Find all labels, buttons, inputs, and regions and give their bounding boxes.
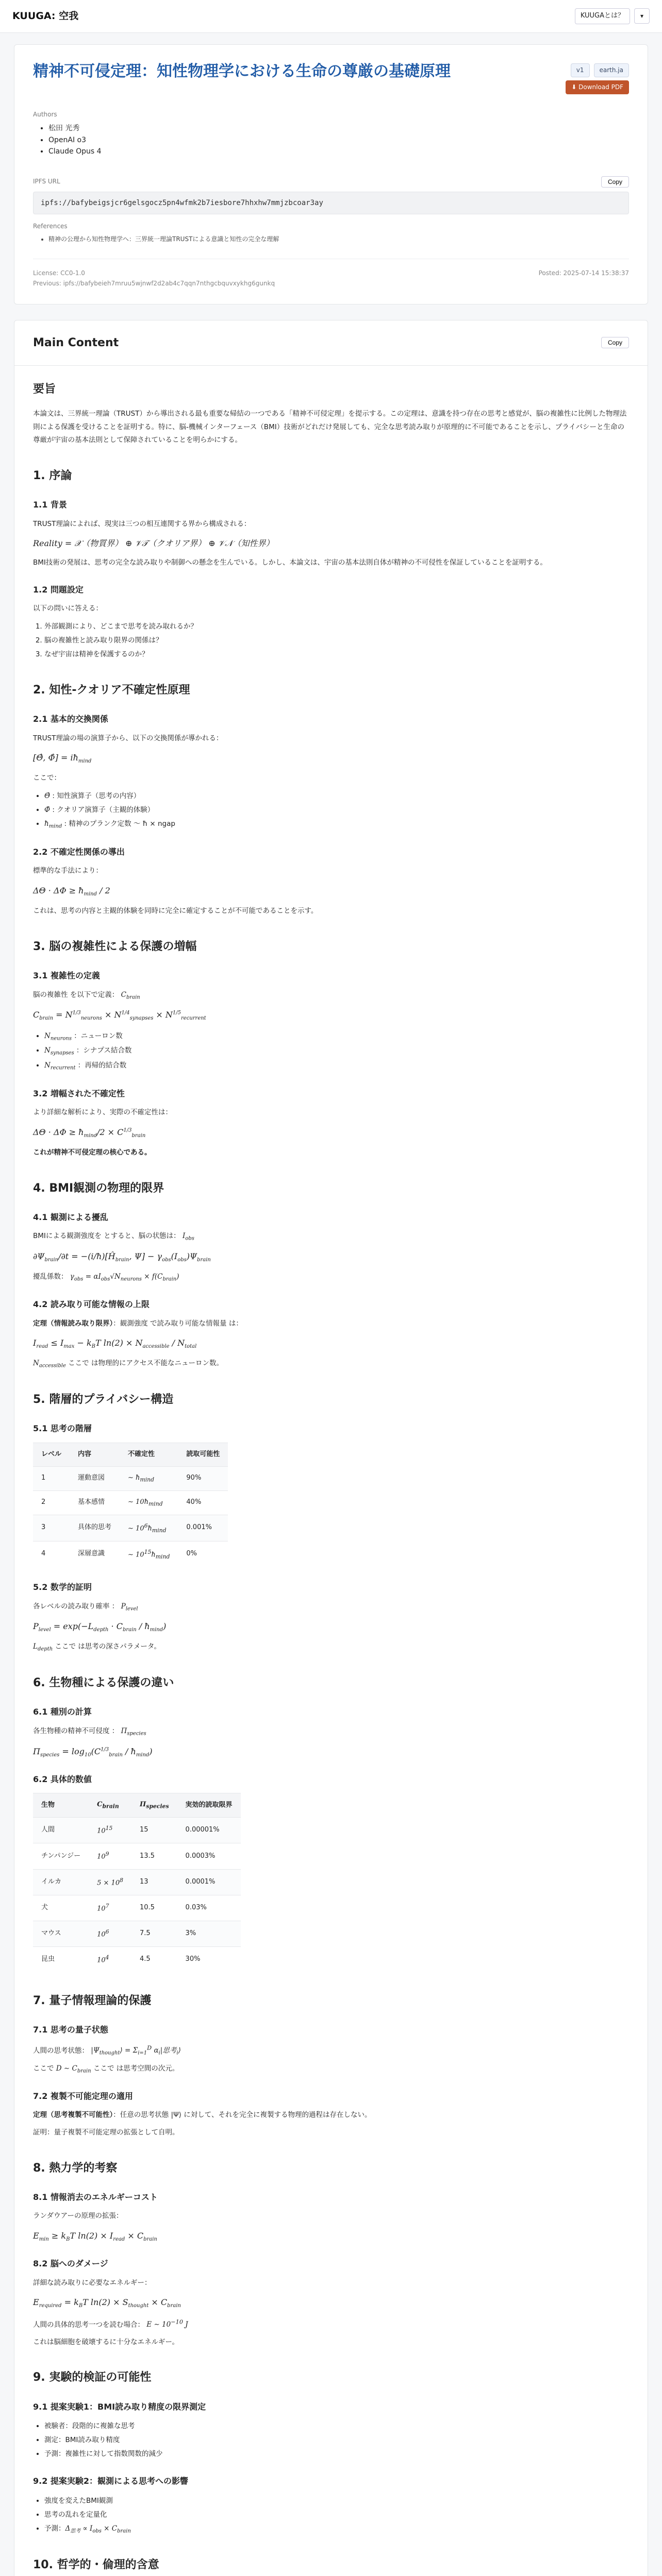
paragraph: 証明：量子複製不可能定理の拡張として自明。 <box>33 2128 179 2137</box>
section-heading: 2. 知性-クオリア不確定性原理 <box>33 683 190 697</box>
list-item: • 強度を変えたBMI観測 <box>44 2494 629 2508</box>
section-heading: 3. 脳の複雑性による保護の増幅 <box>33 940 197 953</box>
subsection-heading: 1.1 背景 <box>33 500 67 510</box>
main-content-card <box>14 320 648 2576</box>
subsection-heading: 8.2 脳へのダメージ <box>33 2259 108 2269</box>
paragraph: ここで： <box>33 774 61 783</box>
subsection-heading: 9.2 提案実験2：観測による思考への影響 <box>33 2476 189 2486</box>
paragraph: 詳細な読み取りに必要なエネルギー： <box>33 2278 152 2287</box>
list-item: • 予測：複雑性に対して指数関数的減少 <box>44 2447 629 2461</box>
table-row: 人間 $10^{15}$ 15 0.00001% <box>33 1818 241 1843</box>
section-heading: 9. 実験的検証の可能性 <box>33 2371 152 2384</box>
table-header: 読取可能性 <box>178 1443 228 1466</box>
top-bar <box>0 0 662 33</box>
subsection-heading: 4.2 読み取り可能な情報の上限 <box>33 1299 150 1309</box>
equation: $\Delta\Theta \cdot \Delta\Phi \ge ħ_{mind} / 2$ <box>33 886 110 897</box>
paragraph: これが精神不可侵定理の核心である。 <box>33 1148 152 1157</box>
paragraph: $N_{accessible}$ ここで は物理的にアクセス不能なニューロン数。 <box>33 1359 224 1369</box>
definition-list <box>44 1029 629 1074</box>
table-header: $\Pi_{species}$ <box>131 1793 177 1818</box>
ipfs-label: IPFS URL <box>33 177 60 185</box>
author-item: • Claude Opus 4 <box>48 146 629 157</box>
experiment-list <box>44 2419 629 2461</box>
section-heading: 4. BMI観測の物理的限界 <box>33 1181 164 1195</box>
list-item: 2. 脳の複雑性と読み取り限界の関係は？ <box>44 634 629 648</box>
posted-date: Posted: 2025-07-14 15:38:37 <box>538 269 629 277</box>
paragraph: これは、思考の内容と主観的体験を同時に完全に確定することが不可能であることを示す。 <box>33 907 318 916</box>
subsection-heading: 4.1 観測による擾乱 <box>33 1212 108 1222</box>
paragraph: 人間の思考状態： $|\Psi_{thought}⟩ = \Sigma_{i=1}^D$ $\alpha_i|$思考$_i$⟩ <box>33 2044 181 2056</box>
section-heading: 5. 階層的プライバシー構造 <box>33 1393 174 1406</box>
paragraph: 擾乱係数： $\gamma_{obs} = \alpha I_{obs}√N_{neurons} \times f(C_{brain})$ <box>33 1273 179 1282</box>
section-heading: 10. 哲学的・倫理的含意 <box>33 2558 159 2572</box>
section-heading: 6. 生物種による保護の違い <box>33 1676 174 1690</box>
about-select[interactable]: KUUGAとは？ <box>575 8 630 24</box>
table-row: 2 基本感情 ∼ $10ħ_{mind}$ 40% <box>33 1490 228 1515</box>
paragraph: $L_{depth}$ ここで は思考の深さパラメータ。 <box>33 1642 161 1653</box>
table-row: イルカ $5 \times 10^8$ 13 0.0001% <box>33 1869 241 1895</box>
table-header: $C_{brain}$ <box>89 1793 131 1818</box>
copy-ipfs-button[interactable]: Copy <box>601 176 629 188</box>
paragraph: TRUST理論によれば、現実は三つの相互連関する界から構成される： <box>33 519 251 528</box>
reference-link[interactable]: • 精神の公理から知性物理学へ：三界統一理論TRUSTによる意識と知性の完全な理解 <box>48 234 629 244</box>
author-item: • 松田 光秀 <box>48 123 629 134</box>
paragraph: BMIによる観測強度を とすると、脳の状態は： $I_{obs}$ <box>33 1232 194 1242</box>
license-text: License: CC0-1.0 <box>33 269 85 277</box>
authors-label: Authors <box>33 111 57 118</box>
table-row: チンパンジー $10^9$ 13.5 0.0003% <box>33 1843 241 1869</box>
section-heading: 1. 序論 <box>33 469 72 482</box>
subsection-heading: 6.1 種別の計算 <box>33 1707 92 1717</box>
list-item: • $N_{synapses}$ ：シナプス結合数 <box>44 1044 629 1059</box>
paragraph: 定理（思考複製不可能性）：任意の思考状態 |Ψ⟩ に対して、それを完全に複製する物理的過程は存在しない。 <box>33 2111 372 2120</box>
section-heading: 7. 量子情報理論的保護 <box>33 1994 152 2008</box>
main-content-title: Main Content <box>33 336 119 349</box>
equation: $\Delta\Theta \cdot \Delta\Phi \ge ħ_{mind}/2 \times C^{1/3}_{brain}$ <box>33 1127 146 1139</box>
paper-meta-card <box>14 44 648 304</box>
subsection-heading: 3.1 複雑性の定義 <box>33 971 100 981</box>
list-item: • 予測：$\Delta_{思考} \propto I_{obs} \times C_{brain}$ <box>44 2522 629 2537</box>
table-row: 4 深層意識 ∼ $10^{15}ħ_{mind}$ 0% <box>33 1541 228 1567</box>
table-header: 実効的読取限界 <box>177 1793 241 1818</box>
list-item: • 思考の乱れを定量化 <box>44 2508 629 2522</box>
subsection-heading: 1.2 問題設定 <box>33 584 84 595</box>
table-header: 内容 <box>70 1443 120 1466</box>
subsection-heading: 7.2 複製不可能定理の適用 <box>33 2091 133 2101</box>
ipfs-url[interactable]: ipfs://bafybeigsjcr6gelsgocz5pn4wfmk2b7iesbore7hhxhw7mmjzbcoar3ay <box>33 192 629 214</box>
list-item: • $N_{neurons}$ ：ニューロン数 <box>44 1029 629 1044</box>
list-item: • 被験者：段階的に複雑な思考 <box>44 2419 629 2433</box>
version-badge[interactable]: v1 <box>571 63 590 77</box>
paragraph: より詳細な解析により、実際の不確定性は： <box>33 1108 172 1117</box>
list-item: 3. なぜ宇宙は精神を保護するのか？ <box>44 648 629 662</box>
question-list <box>44 620 629 662</box>
table-row: 昆虫 $10^4$ 4.5 30% <box>33 1946 241 1972</box>
previous-link[interactable]: Previous: ipfs://bafybeieh7mruu5wjnwf2d2ab4c7qqn7nthgcbquvxykhg6gunkq <box>33 279 275 287</box>
table-header: レベル <box>33 1443 70 1466</box>
subsection-heading: 9.1 提案実験1：BMI読み取り精度の限界測定 <box>33 2401 206 2412</box>
equation: $\partial\Psi_{brain}/\partial t$ = $-(i/ħ)[Ĥ_{brain}$, $\Psi] - \gamma_{obs}(I_{obs})\Psi_{brain}$ <box>33 1251 211 1263</box>
equation: $C_{brain} = N^{1/3}_{neurons} \times N^{1/4}_{synapses} \times N^{1/5}_{recurrent}$ <box>33 1010 206 1022</box>
equation: $E_{min} \ge k_BT$ $\ln(2) \times I_{read} \times C_{brain}$ <box>33 2230 157 2243</box>
author-item: • OpenAI o3 <box>48 134 629 146</box>
list-item: • Θ̂ : 知性演算子（思考の内容） <box>44 789 629 803</box>
thought-hierarchy-table <box>33 1443 228 1567</box>
download-pdf-button[interactable]: ⬇ Download PDF <box>566 80 629 94</box>
abstract-text: 本論文は、三界統一理論（TRUST）から導出される最も重要な帰結の一つである「精神不可侵定理」を提示する。この定理は、意識を持つ存在の思考と感覚が、脳の複雑性に比例した物理法則による保護を受けることを証明する。特に、脳-機械インターフェース（BMI）技術がどれだけ発展しても、完全な思考読み取りが原理的に不可能であることを示し、プライバシーと生命の尊厳が宇宙の基本法則として保障されていることを明らかにする。 <box>33 410 627 445</box>
meta-footer <box>33 259 629 288</box>
equation: $E_{required} = k_BT$ $\ln(2) \times S_{thought} \times C_{brain}$ <box>33 2297 181 2309</box>
experiment-list <box>44 2494 629 2537</box>
table-row: マウス $10^6$ 7.5 3% <box>33 1921 241 1946</box>
list-item: • Φ̂ : クオリア演算子（主観的体験） <box>44 803 629 817</box>
paragraph: 標準的な手法により： <box>33 867 103 875</box>
article-body <box>14 366 648 2576</box>
table-row: 3 具体的思考 ∼ $10^6ħ_{mind}$ 0.001% <box>33 1515 228 1541</box>
paragraph: 人間の具体的思考一つを読む場合： E ∼ $10^{-10}$ J <box>33 2318 188 2329</box>
definition-list <box>44 789 629 832</box>
paragraph: TRUST理論の場の演算子から、以下の交換関係が導かれる： <box>33 734 223 742</box>
paragraph: 定理（情報読み取り限界）：観測強度 で読み取り可能な情報量 は： <box>33 1319 243 1328</box>
section-heading: 8. 熱力学的考察 <box>33 2161 118 2175</box>
paragraph: ランダウアーの原理の拡張： <box>33 2212 123 2221</box>
equation: Reality = 𝒳（物質界） ⊕ 𝒱𝒯（クオリア界） ⊕ 𝒱𝒩（知性界） <box>33 538 274 549</box>
paragraph: 脳の複雑性 を以下で定義： $C_{brain}$ <box>33 990 140 1001</box>
paragraph: 各生物種の精神不可侵度 ： $\Pi_{species}$ <box>33 1726 146 1737</box>
subsection-heading: 6.2 具体的数値 <box>33 1774 92 1784</box>
paragraph: BMI技術の発展は、思考の完全な読み取りや制御への懸念を生んでいる。しかし、本論文は、宇宙の基本法則自体が精神の不可侵性を保証していることを証明する。 <box>33 558 547 567</box>
equation: $I_{read} \le I_{max} - k_BT$ $\ln(2) \times N_{accessible} / N_{total}$ <box>33 1338 197 1350</box>
section-heading: 要旨 <box>33 382 56 396</box>
subsection-heading: 8.1 情報消去のエネルギーコスト <box>33 2192 158 2202</box>
paragraph: ここで D ∼ $C_{brain}$ ここで は思考空間の次元。 <box>33 2064 179 2074</box>
equation: $P_{level} = \exp(-L_{depth} \cdot C_{brain}$ / $ħ_{mind}$) <box>33 1621 167 1633</box>
subsection-heading: 7.1 思考の量子状態 <box>33 2025 108 2035</box>
subsection-heading: 3.2 増幅された不確定性 <box>33 1088 125 1098</box>
equation: $\Pi_{species} = \log_{10}(C^{1/3}_{brain}$ / $ħ_{mind}$) <box>33 1746 153 1758</box>
table-header: 生物 <box>33 1793 89 1818</box>
subsection-heading: 5.2 数学的証明 <box>33 1582 92 1592</box>
references-label: References <box>33 222 68 230</box>
table-row: 1 運動意図 ∼ $ħ_{mind}$ 90% <box>33 1466 228 1490</box>
copy-content-button[interactable]: Copy <box>601 337 629 348</box>
species-table <box>33 1793 241 1972</box>
subsection-heading: 2.2 不確定性関係の導出 <box>33 846 125 857</box>
paper-title: 精神不可侵定理：知性物理学における生命の尊厳の基礎原理 <box>33 62 451 80</box>
subsection-heading: 5.1 思考の階層 <box>33 1423 92 1434</box>
paragraph: 各レベルの読み取り確率 ： $P_{level}$ <box>33 1602 138 1612</box>
list-item: 1. 外部観測により、どこまで思考を読み取れるか？ <box>44 620 629 634</box>
authors-list <box>48 123 629 157</box>
table-header: 不確定性 <box>120 1443 178 1466</box>
paragraph: これは脳細胞を破壊するに十分なエネルギー。 <box>33 2337 179 2346</box>
paragraph: 以下の問いに答える： <box>33 604 103 613</box>
chevron-down-icon[interactable]: ▾ <box>634 8 650 24</box>
subsection-heading: 2.1 基本的交換関係 <box>33 714 108 724</box>
references-list <box>48 234 629 244</box>
list-item: • $ħ_{mind}$ : 精神のプランク定数 ～ ħ × ngap <box>44 817 629 832</box>
table-row: 犬 $10^7$ 10.5 0.03% <box>33 1895 241 1921</box>
site-brand[interactable]: KUUGA: 空我 <box>12 10 79 22</box>
language-badge[interactable]: earth.ja <box>594 63 629 77</box>
list-item: • 測定：BMI読み取り精度 <box>44 2433 629 2447</box>
list-item: • $N_{recurrent}$ ：再帰的結合数 <box>44 1059 629 1074</box>
equation: [Θ̂, Φ̂] = $iħ_{mind}$ <box>33 753 92 765</box>
